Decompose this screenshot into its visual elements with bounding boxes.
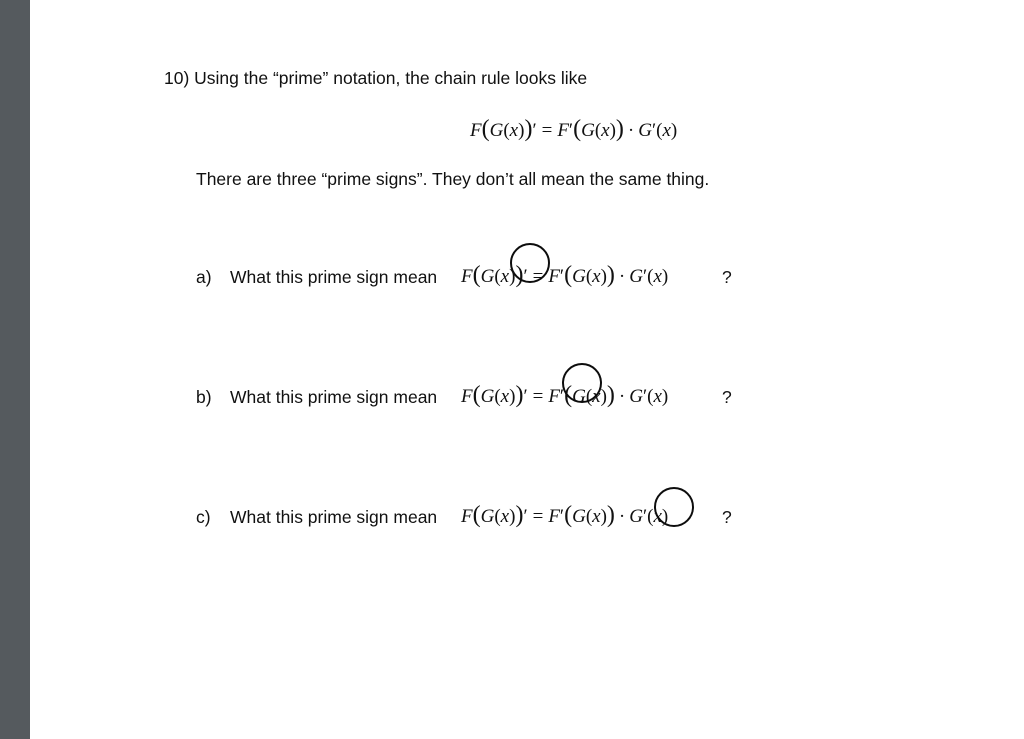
subquestion-a-equation: F(G(x))′ = F′(G(x)) · G′(x) xyxy=(461,262,669,288)
subquestion-letter: c) xyxy=(196,507,211,527)
question-10-text: 10) Using the “prime” notation, the chain rule looks like xyxy=(164,68,588,88)
question-mark: ? xyxy=(722,387,732,407)
prime-signs-note: There are three “prime signs”. They don’t all mean the same thing. xyxy=(196,169,710,189)
question-mark: ? xyxy=(722,507,732,527)
viewer-sidebar-edge xyxy=(0,0,30,739)
chain-rule-equation: F(G(x))′ = F′(G(x)) · G′(x) xyxy=(470,116,678,142)
document-page xyxy=(30,0,1024,739)
subquestion-prompt: What this prime sign mean xyxy=(230,387,438,407)
subquestion-c-equation: F(G(x))′ = F′(G(x)) · G′(x) xyxy=(461,502,669,528)
subquestion-b-equation: F(G(x))′ = F′(G(x)) · G′(x) xyxy=(461,382,669,408)
question-mark: ? xyxy=(722,267,732,287)
subquestion-prompt: What this prime sign mean xyxy=(230,507,438,527)
circle-annotation-a xyxy=(510,243,550,283)
circle-annotation-c xyxy=(654,487,694,527)
subquestion-letter: a) xyxy=(196,267,212,287)
subquestion-letter: b) xyxy=(196,387,212,407)
subquestion-prompt: What this prime sign mean xyxy=(230,267,438,287)
circle-annotation-b xyxy=(562,363,602,403)
